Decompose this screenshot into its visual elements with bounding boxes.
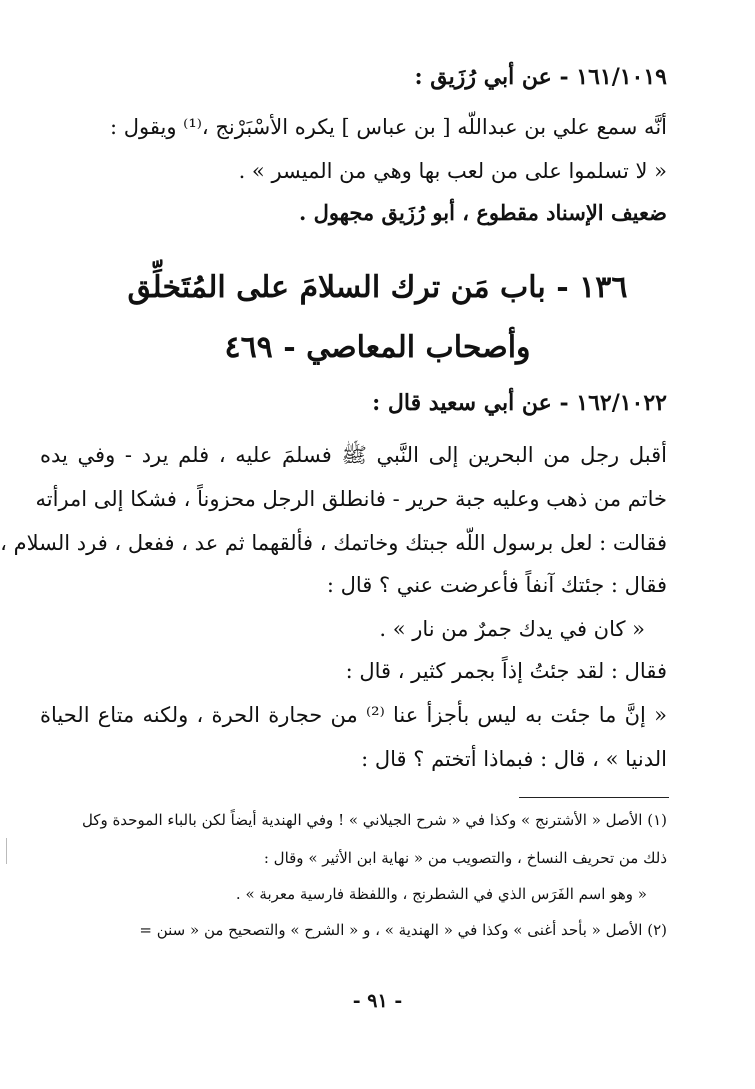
hadith-162-text-line-4: فقال : جئتك آنفاً فأعرضت عني ؟ قال :: [326, 573, 667, 597]
footnote-1-line-2: ذلك من تحريف النساخ ، والتصويب من « نهاية ابن الأثير » وقال :: [263, 849, 667, 867]
scan-edge-mark: [6, 838, 7, 864]
footnote-2-line-1: (٢) الأصل « بأحد أغنى » وكذا في « الهندية » ، و « الشرح » والتصحيح من « سنن =: [139, 921, 667, 939]
hadith-161-text-line-1: أنَّه سمع علي بن عبداللّه [ بن عباس ] يكره الأسْبَرْنج ،⁽¹⁾ ويقول :: [110, 115, 667, 139]
hadith-162-text-line-1: أقبل رجل من البحرين إلى النَّبي ﷺ فسلمَ عليه ، فلم يرد - وفي يده: [40, 443, 667, 467]
hadith-162-text-line-2: خاتم من ذهب وعليه جبة حرير - فانطلق الرجل محزوناً ، فشكا إلى امرأته: [35, 487, 667, 511]
chapter-title-line-2: وأصحاب المعاصي - ٤٦٩: [224, 330, 531, 365]
hadith-161-grading: ضعيف الإسناد مقطوع ، أبو رُزَيق مجهول .: [298, 200, 667, 225]
footnote-1-line-1: (١) الأصل « الأشترنج » وكذا في « شرح الجيلاني » ! وفي الهندية أيضاً لكن بالباء الموحدة وكل: [81, 811, 667, 829]
hadith-162-quote-2: « إنَّ ما جئت به ليس بأجزأ عنا ⁽²⁾ من حجارة الحرة ، ولكنه متاع الحياة: [40, 703, 667, 727]
hadith-162-number-line: ١٦٢/١٠٢٢ - عن أبي سعيد قال :: [372, 390, 667, 416]
hadith-162-text-line-3: فقالت : لعل برسول اللّه جبتك وخاتمك ، فألقهما ثم عد ، ففعل ، فرد السلام ،: [0, 531, 667, 555]
footnote-separator: [519, 797, 669, 798]
hadith-162-quote-1: « كان في يدك جمرٌ من نار » .: [379, 617, 645, 641]
hadith-162-text-line-5: فقال : لقد جئتُ إذاً بجمر كثير ، قال :: [345, 659, 667, 683]
hadith-162-text-line-6: الدنيا » ، قال : فبماذا أتختم ؟ قال :: [361, 747, 667, 771]
hadith-161-number-line: ١٦١/١٠١٩ - عن أبي رُزَيق :: [414, 64, 667, 90]
hadith-161-text-line-2: « لا تسلموا على من لعب بها وهي من الميسر » .: [238, 159, 667, 183]
chapter-title-line-1: ١٣٦ - باب مَن ترك السلامَ على المُتَخلِّق: [127, 270, 628, 305]
page-number: - ٩١ -: [352, 990, 403, 1012]
footnote-1-line-3: « وهو اسم الفَرَس الذي في الشطرنج ، واللفظة فارسية معربة » .: [235, 885, 647, 903]
